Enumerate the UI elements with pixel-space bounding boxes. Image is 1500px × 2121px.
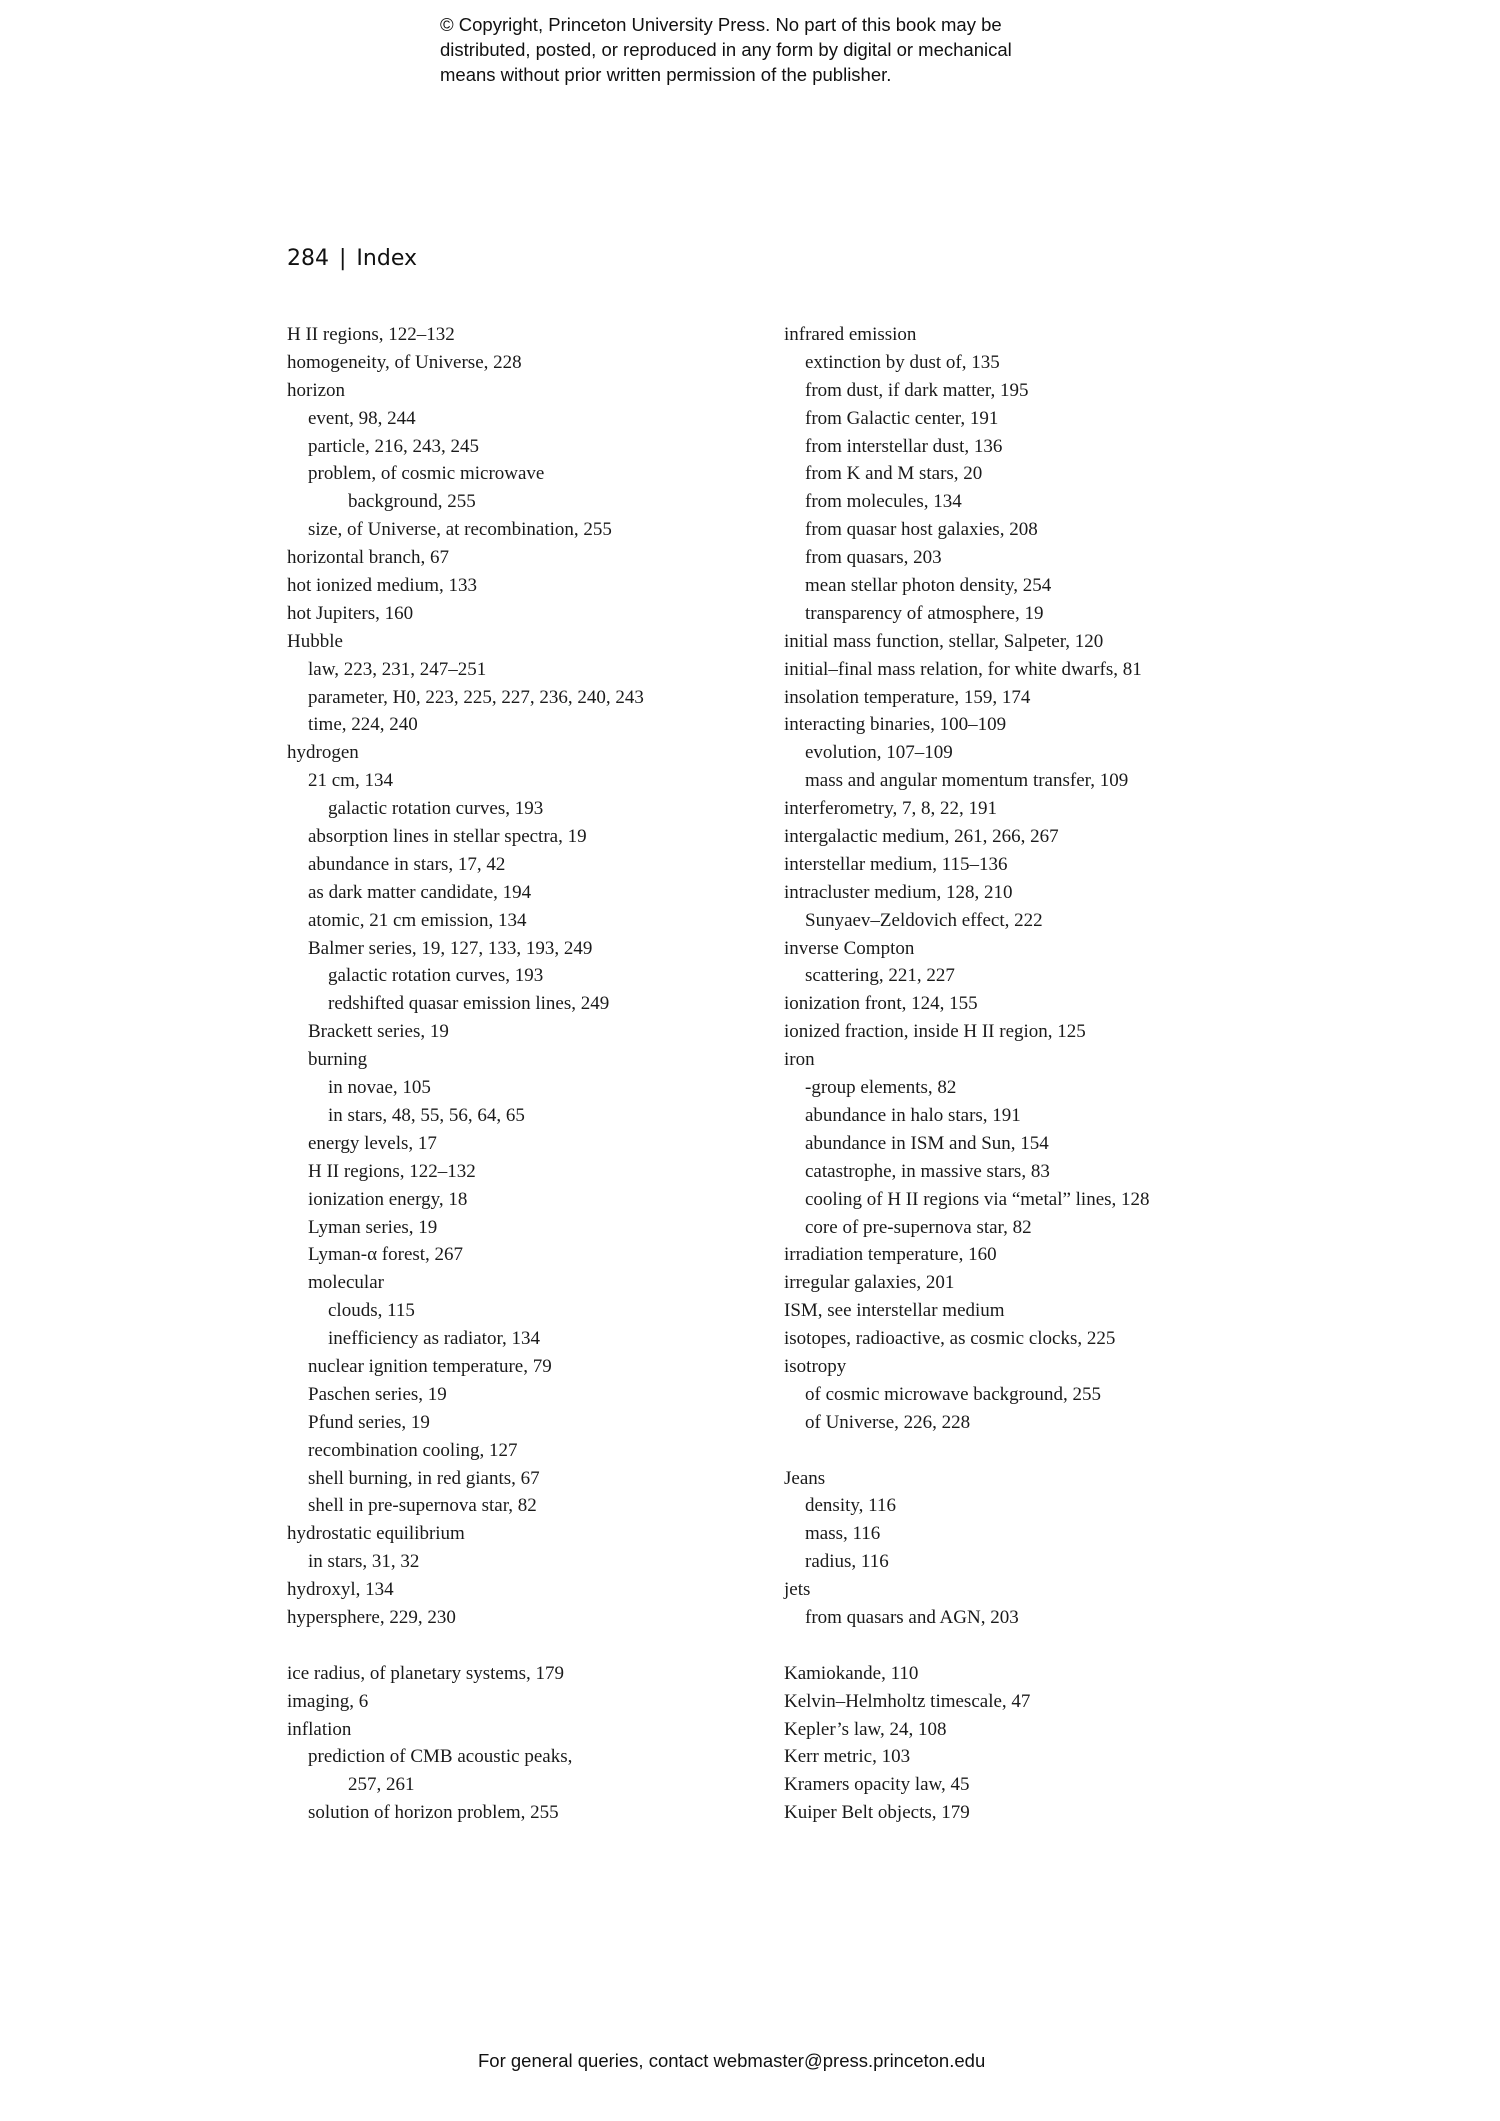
index-entry: Kuiper Belt objects, 179 [784, 1802, 970, 1824]
index-subentry: prediction of CMB acoustic peaks, [308, 1746, 573, 1768]
index-subentry: Paschen series, 19 [308, 1383, 447, 1405]
copyright-line: © Copyright, Princeton University Press. No part of this book may be [440, 14, 1002, 35]
index-entry: ISM, see interstellar medium [784, 1300, 1005, 1322]
index-entry: interstellar medium, 115–136 [784, 853, 1008, 875]
copyright-line: means without prior written permission of the publisher. [440, 64, 892, 85]
index-entry: Kepler’s law, 24, 108 [784, 1718, 947, 1740]
index-subentry: shell burning, in red giants, 67 [308, 1467, 540, 1489]
index-subentry: galactic rotation curves, 193 [328, 965, 544, 987]
index-entry: isotopes, radioactive, as cosmic clocks, 225 [784, 1328, 1116, 1350]
index-subentry: inefficiency as radiator, 134 [328, 1328, 541, 1350]
index-entry: insolation temperature, 159, 174 [784, 686, 1031, 708]
index-subentry: in novae, 105 [328, 1077, 431, 1099]
running-head [287, 246, 417, 271]
index-subentry: Brackett series, 19 [308, 1021, 449, 1043]
index-subentry: burning [308, 1049, 368, 1071]
index-entry: irregular galaxies, 201 [784, 1272, 955, 1294]
index-subentry: background, 255 [348, 491, 476, 513]
index-subentry: -group elements, 82 [805, 1077, 957, 1099]
index-entry: intracluster medium, 128, 210 [784, 881, 1013, 903]
index-subentry: abundance in stars, 17, 42 [308, 853, 506, 875]
index-subentry: Sunyaev–Zeldovich effect, 222 [805, 909, 1043, 931]
index-subentry: mass and angular momentum transfer, 109 [805, 770, 1129, 792]
index-entry: hot Jupiters, 160 [287, 602, 414, 624]
index-subentry: 257, 261 [348, 1774, 415, 1796]
index-subentry: scattering, 221, 227 [805, 965, 955, 987]
index-subentry: abundance in halo stars, 191 [805, 1104, 1021, 1126]
index-subentry: extinction by dust of, 135 [805, 351, 1000, 373]
index-entry: H II regions, 122–132 [287, 324, 455, 345]
index-subentry: shell in pre-supernova star, 82 [308, 1495, 537, 1517]
index-subentry: in stars, 48, 55, 56, 64, 65 [328, 1104, 525, 1126]
index-entry: Kerr metric, 103 [784, 1746, 911, 1768]
index-entry: imaging, 6 [287, 1690, 369, 1712]
index-entry: intergalactic medium, 261, 266, 267 [784, 826, 1059, 848]
index-entry: horizontal branch, 67 [287, 547, 449, 569]
index-subentry: parameter, H0, 223, 225, 227, 236, 240, 243 [308, 686, 644, 708]
index-subentry: time, 224, 240 [308, 714, 418, 736]
index-subentry: as dark matter candidate, 194 [308, 881, 532, 903]
index-subentry: size, of Universe, at recombination, 255 [308, 519, 612, 541]
index-entry: iron [784, 1049, 815, 1071]
index-entry: hydrostatic equilibrium [287, 1523, 465, 1545]
index-subentry: Balmer series, 19, 127, 133, 193, 249 [308, 937, 593, 959]
index-entry: interferometry, 7, 8, 22, 191 [784, 798, 997, 820]
index-subentry: ionization energy, 18 [308, 1188, 468, 1210]
index-subentry: galactic rotation curves, 193 [328, 798, 544, 820]
index-subentry: law, 223, 231, 247–251 [308, 658, 487, 680]
index-subentry: of Universe, 226, 228 [805, 1411, 971, 1433]
index-entry: Kamiokande, 110 [784, 1662, 919, 1684]
index-entry: ice radius, of planetary systems, 179 [287, 1662, 565, 1684]
index-subentry: from dust, if dark matter, 195 [805, 379, 1029, 401]
index-entry: infrared emission [784, 324, 917, 345]
index-subentry: solution of horizon problem, 255 [308, 1802, 559, 1824]
index-subentry: evolution, 107–109 [805, 742, 953, 764]
index-subentry: abundance in ISM and Sun, 154 [805, 1132, 1049, 1154]
index-subentry: density, 116 [805, 1495, 896, 1517]
index-subentry: from quasars, 203 [805, 547, 942, 569]
index-entry: Kelvin–Helmholtz timescale, 47 [784, 1690, 1031, 1712]
index-subentry: core of pre-supernova star, 82 [805, 1216, 1032, 1238]
index-column-left [287, 321, 767, 1827]
index-subentry: catastrophe, in massive stars, 83 [805, 1160, 1050, 1182]
index-subentry: mean stellar photon density, 254 [805, 575, 1052, 597]
index-entry: hydrogen [287, 742, 359, 764]
index-subentry: of cosmic microwave background, 255 [805, 1383, 1101, 1405]
index-subentry: from quasar host galaxies, 208 [805, 519, 1038, 541]
index-entry: Jeans [784, 1467, 826, 1489]
copyright-notice [440, 12, 1140, 87]
index-entry: inverse Compton [784, 937, 915, 959]
section-title: Index [356, 246, 417, 271]
index-subentry: nuclear ignition temperature, 79 [308, 1355, 552, 1377]
index-entry: inflation [287, 1718, 352, 1740]
index-subentry: 21 cm, 134 [308, 770, 393, 792]
index-spacer [784, 1437, 1304, 1465]
index-entry: ionization front, 124, 155 [784, 993, 978, 1015]
index-entry: interacting binaries, 100–109 [784, 714, 1007, 736]
index-entry: initial–final mass relation, for white dwarfs, 81 [784, 658, 1142, 680]
index-entry: hypersphere, 229, 230 [287, 1606, 456, 1628]
index-subentry: cooling of H II regions via “metal” lines, 128 [805, 1188, 1150, 1210]
index-subentry: event, 98, 244 [308, 407, 416, 429]
page-number: 284 [287, 246, 329, 271]
index-subentry: recombination cooling, 127 [308, 1439, 518, 1461]
index-column-right [784, 321, 1304, 1827]
index-subentry: transparency of atmosphere, 19 [805, 602, 1044, 624]
copyright-line: distributed, posted, or reproduced in any form by digital or mechanical [440, 39, 1012, 60]
index-subentry: energy levels, 17 [308, 1132, 437, 1154]
index-subentry: Pfund series, 19 [308, 1411, 430, 1433]
index-subentry: from quasars and AGN, 203 [805, 1606, 1019, 1628]
index-subentry: absorption lines in stellar spectra, 19 [308, 826, 587, 848]
footer-contact: For general queries, contact webmaster@press.princeton.edu [478, 2050, 986, 2071]
index-entry: hydroxyl, 134 [287, 1579, 394, 1601]
index-entry: initial mass function, stellar, Salpeter, 120 [784, 630, 1104, 652]
index-subentry: Lyman series, 19 [308, 1216, 438, 1238]
index-subentry: from K and M stars, 20 [805, 463, 983, 485]
index-entry: Hubble [287, 630, 343, 652]
index-subentry: atomic, 21 cm emission, 134 [308, 909, 527, 931]
index-entry: Kramers opacity law, 45 [784, 1774, 970, 1796]
index-subentry: particle, 216, 243, 245 [308, 435, 479, 457]
index-subentry: from interstellar dust, 136 [805, 435, 1003, 457]
index-entry: hot ionized medium, 133 [287, 575, 477, 597]
index-subentry: mass, 116 [805, 1523, 881, 1545]
index-subentry: Lyman-α forest, 267 [308, 1244, 464, 1266]
index-subentry: H II regions, 122–132 [308, 1160, 476, 1182]
index-subentry: clouds, 115 [328, 1300, 415, 1322]
index-subentry: molecular [308, 1272, 384, 1294]
index-spacer [287, 1632, 767, 1660]
index-subentry: radius, 116 [805, 1551, 889, 1573]
index-entry: jets [784, 1579, 811, 1601]
index-subentry: from Galactic center, 191 [805, 407, 999, 429]
header-separator: | [339, 246, 347, 271]
index-entry: ionized fraction, inside H II region, 125 [784, 1021, 1086, 1043]
index-spacer [784, 1632, 1304, 1660]
index-subentry: problem, of cosmic microwave [308, 463, 545, 485]
index-entry: homogeneity, of Universe, 228 [287, 351, 522, 373]
index-entry: irradiation temperature, 160 [784, 1244, 997, 1266]
index-subentry: from molecules, 134 [805, 491, 962, 513]
index-subentry: redshifted quasar emission lines, 249 [328, 993, 610, 1015]
index-entry: horizon [287, 379, 346, 401]
index-entry: isotropy [784, 1355, 847, 1377]
index-subentry: in stars, 31, 32 [308, 1551, 420, 1573]
